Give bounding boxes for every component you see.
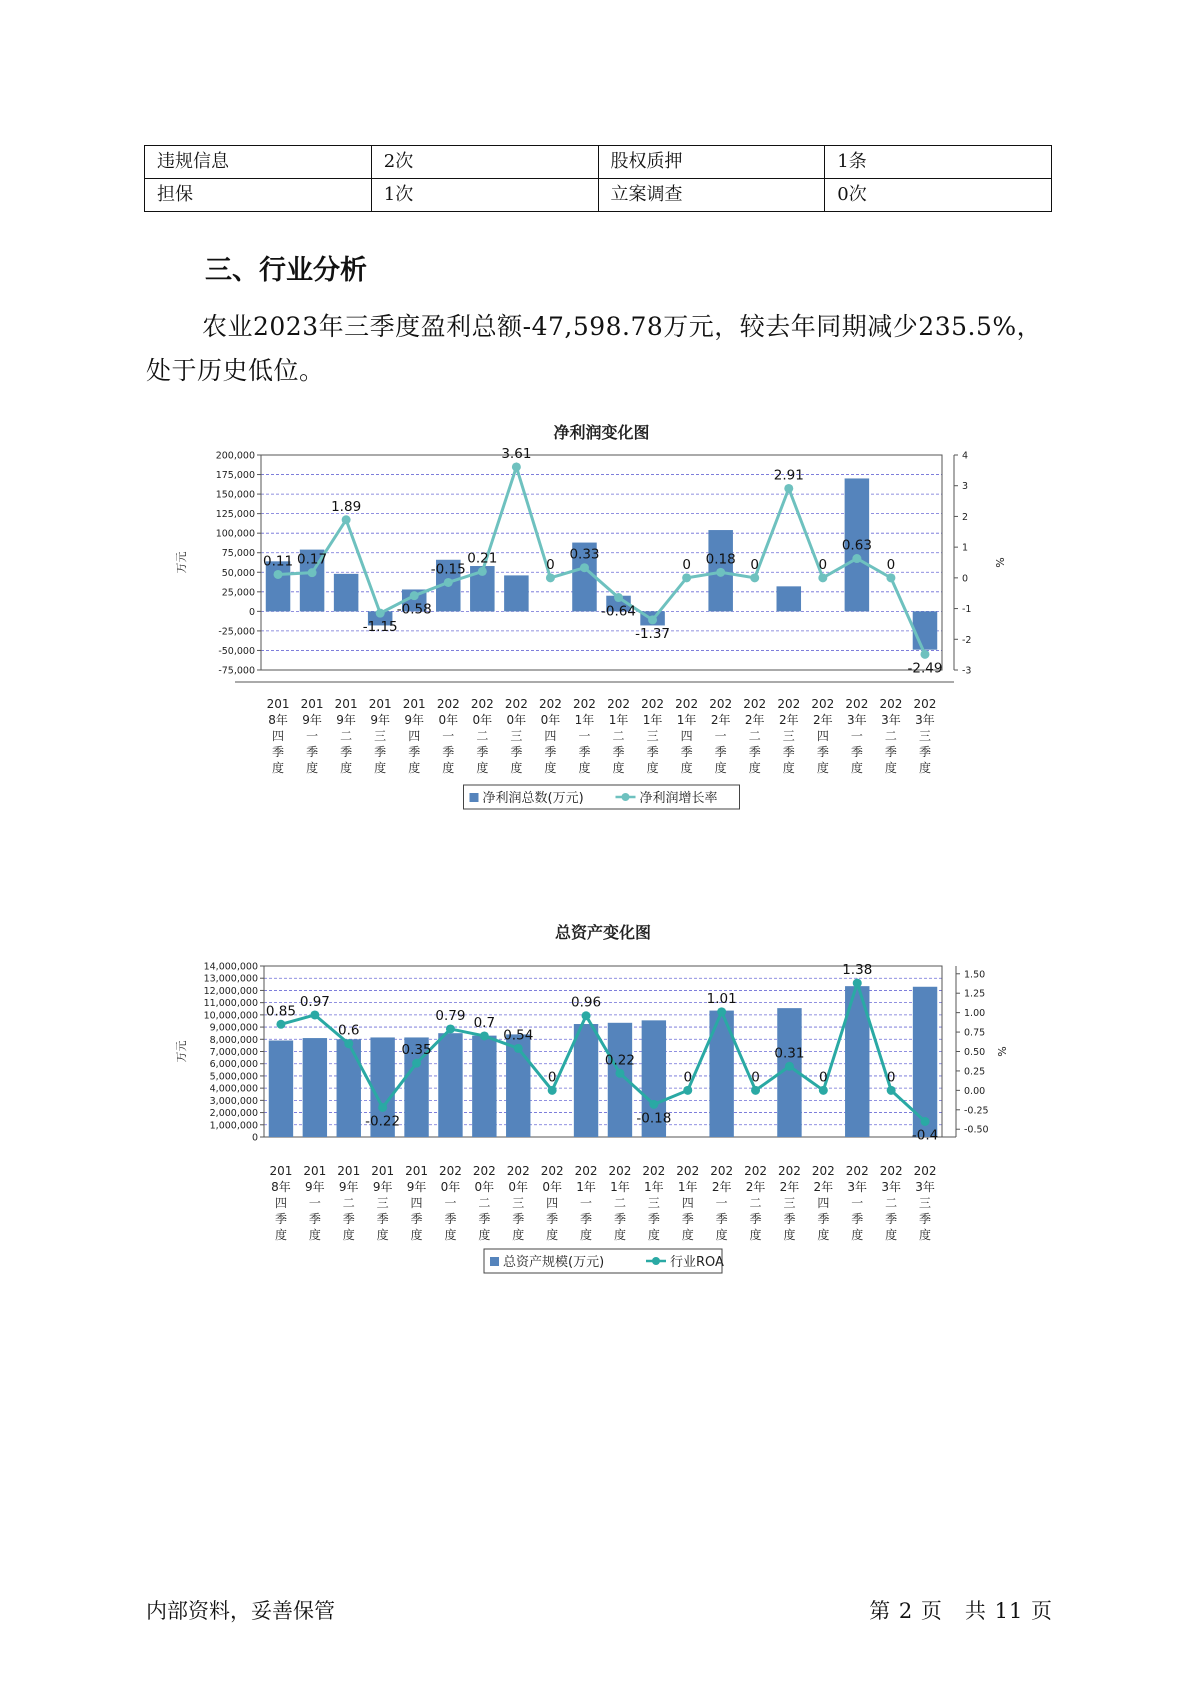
data-label: -0.15 <box>430 561 466 578</box>
line-point <box>920 650 929 659</box>
y2-tick-label: 1.50 <box>964 969 986 981</box>
line-point <box>921 1117 930 1126</box>
y-tick-label: 13,000,000 <box>203 973 258 985</box>
line-point <box>853 979 862 988</box>
bar <box>438 1033 462 1137</box>
x-tick-label: 201 9年三季度 <box>371 1164 395 1242</box>
data-label: 0.97 <box>299 993 330 1010</box>
table-cell: 1次 <box>371 179 598 212</box>
data-label: 0.63 <box>841 537 872 554</box>
y-tick-label: 0 <box>248 606 255 618</box>
y-tick-label: 7,000,000 <box>209 1047 258 1058</box>
data-label: 0.85 <box>265 1003 296 1020</box>
data-label: 0 <box>886 1069 896 1086</box>
y-tick-label: 8,000,000 <box>209 1034 258 1046</box>
line-point <box>614 593 623 602</box>
y-tick-label: 10,000,000 <box>203 1010 258 1022</box>
y2-tick-label: 0.25 <box>964 1066 986 1078</box>
x-tick-label: 201 9年三季度 <box>368 697 392 775</box>
legend-line-marker <box>622 793 630 801</box>
y2-tick-label: -1 <box>962 604 972 616</box>
chart-title: 净利润变化图 <box>553 423 650 442</box>
line-point <box>852 554 861 563</box>
x-tick-label: 202 1年三季度 <box>641 697 665 775</box>
bar <box>574 1024 598 1137</box>
y2-tick-label: 4 <box>962 450 969 462</box>
x-tick-label: 202 2年一季度 <box>709 697 733 775</box>
bar <box>913 611 938 649</box>
table-cell: 股权质押 <box>598 146 825 179</box>
y2-tick-label: 3 <box>962 481 969 493</box>
y-tick-label: 75,000 <box>221 548 255 560</box>
bar <box>269 1041 293 1137</box>
table-cell: 2次 <box>371 146 598 179</box>
line-point <box>682 573 691 582</box>
y2-tick-label: 2 <box>962 511 969 523</box>
x-tick-label: 202 0年一季度 <box>438 1164 462 1242</box>
data-label: 3.61 <box>501 445 532 462</box>
y-tick-label: 3,000,000 <box>209 1095 258 1107</box>
line-point <box>512 462 521 471</box>
legend-line-label: 净利润增长率 <box>639 791 718 806</box>
x-tick-label: 202 2年四季度 <box>811 697 835 775</box>
x-tick-label: 202 3年一季度 <box>845 697 869 775</box>
y2-tick-label: 0.00 <box>964 1085 986 1097</box>
x-tick-label: 202 0年四季度 <box>540 1164 564 1242</box>
y2-tick-label: 0.75 <box>964 1027 986 1039</box>
data-label: -0.18 <box>636 1110 672 1127</box>
data-label: -0.58 <box>396 601 432 618</box>
y-tick-label: 11,000,000 <box>203 998 258 1010</box>
data-label: 0 <box>546 556 555 573</box>
data-label: 0.6 <box>338 1022 360 1039</box>
net-profit-chart <box>170 420 1030 875</box>
data-label: 0 <box>547 1069 557 1086</box>
line-point <box>615 1069 624 1078</box>
x-tick-label: 202 1年四季度 <box>676 1164 700 1242</box>
y2-tick-label: -0.50 <box>964 1124 989 1136</box>
y-tick-label: -50,000 <box>218 645 255 657</box>
x-tick-label: 202 2年二季度 <box>744 1164 768 1242</box>
line-point <box>546 573 555 582</box>
line-point <box>648 615 657 624</box>
y2-axis-label: % <box>995 1046 1008 1057</box>
table-cell: 1条 <box>825 146 1052 179</box>
x-tick-label: 202 3年二季度 <box>879 1164 903 1242</box>
data-label: 0.33 <box>569 546 600 563</box>
legend-bar-label: 净利润总数(万元) <box>482 791 584 806</box>
y-tick-label: -25,000 <box>218 626 255 638</box>
section-title: 三、行业分析 <box>205 255 367 286</box>
x-tick-label: 202 2年三季度 <box>777 697 801 775</box>
data-label: 0.18 <box>705 551 736 568</box>
line-point <box>308 568 317 577</box>
x-tick-label: 201 9年二季度 <box>337 1164 361 1242</box>
line-point <box>444 578 453 587</box>
analysis-paragraph: 农业2023年三季度盈利总额-47,598.78万元，较去年同期减少235.5%，处于历史低位。 <box>146 312 1043 385</box>
data-label: 0.17 <box>297 551 328 568</box>
data-label: 0 <box>751 1069 760 1086</box>
line-point <box>784 484 793 493</box>
line-point <box>887 1086 896 1095</box>
y-tick-label: 50,000 <box>221 567 255 579</box>
legend-line-marker <box>652 1257 660 1265</box>
x-tick-label: 202 2年三季度 <box>777 1164 801 1242</box>
bar <box>777 586 802 611</box>
data-label: -1.15 <box>362 619 398 636</box>
data-label: 0.11 <box>262 553 294 570</box>
x-tick-label: 202 2年二季度 <box>743 697 767 775</box>
x-tick-label: 202 1年一季度 <box>573 697 596 775</box>
bar <box>337 1039 361 1137</box>
line-point <box>750 573 759 582</box>
y-tick-label: 6,000,000 <box>209 1059 258 1071</box>
line-point <box>649 1100 658 1109</box>
data-label: 0.35 <box>401 1042 432 1059</box>
x-tick-label: 202 0年三季度 <box>504 697 528 775</box>
line-point <box>378 1103 387 1112</box>
x-tick-label: 201 9年四季度 <box>405 1164 429 1242</box>
x-tick-label: 201 8年四季度 <box>269 1164 293 1242</box>
line-point <box>580 563 589 572</box>
data-label: 0.22 <box>604 1052 635 1069</box>
data-label: 0 <box>682 556 691 573</box>
x-tick-label: 202 0年四季度 <box>538 697 562 775</box>
line-point <box>751 1086 760 1095</box>
line-point <box>342 515 351 524</box>
y-tick-label: 1,000,000 <box>209 1120 258 1132</box>
table-cell: 0次 <box>825 179 1052 212</box>
bar <box>334 574 359 612</box>
y2-tick-label: -3 <box>962 665 972 677</box>
line-point <box>514 1044 523 1053</box>
line-point <box>310 1010 319 1019</box>
data-label: 0.21 <box>467 550 498 567</box>
data-label: 1.89 <box>331 498 362 515</box>
y2-axis-label: % <box>993 557 1006 568</box>
x-tick-label: 202 3年三季度 <box>913 1164 937 1242</box>
y-tick-label: 125,000 <box>215 509 255 521</box>
y-axis-label: 万元 <box>175 1040 188 1063</box>
line-point <box>412 1059 421 1068</box>
x-tick-label: 202 0年一季度 <box>436 697 460 775</box>
line-point <box>274 570 283 579</box>
y2-tick-label: -2 <box>962 634 972 646</box>
table-row <box>145 146 1052 179</box>
line-point <box>548 1086 557 1095</box>
total-assets-chart <box>170 920 1030 1380</box>
data-label: 0 <box>819 1069 828 1086</box>
y2-tick-label: 0 <box>962 573 969 585</box>
bar <box>472 1036 496 1137</box>
y2-tick-label: -0.25 <box>964 1105 989 1117</box>
data-label: 2.91 <box>773 467 804 484</box>
data-label: -2.49 <box>907 660 943 677</box>
line-point <box>446 1024 455 1033</box>
line-point <box>478 567 487 576</box>
line-point <box>410 591 419 600</box>
x-tick-label: 201 9年二季度 <box>334 697 358 775</box>
line-point <box>819 1086 828 1095</box>
x-tick-label: 201 9年一季度 <box>303 1164 327 1242</box>
line-point <box>480 1031 489 1040</box>
x-tick-label: 202 3年三季度 <box>913 697 937 775</box>
line-point <box>344 1039 353 1048</box>
data-label: -1.37 <box>635 625 671 642</box>
y2-tick-label: 1.25 <box>964 988 986 1000</box>
data-label: 0 <box>683 1069 693 1086</box>
info-table <box>144 145 1052 212</box>
line-point <box>716 568 725 577</box>
y-tick-label: -75,000 <box>218 665 255 677</box>
legend-bar-label: 总资产规模(万元) <box>503 1255 605 1270</box>
x-tick-label: 202 1年二季度 <box>608 1164 632 1242</box>
y-tick-label: 100,000 <box>215 528 255 540</box>
data-label: -0.22 <box>365 1113 401 1130</box>
y-tick-label: 2,000,000 <box>209 1108 258 1120</box>
x-tick-label: 202 1年四季度 <box>675 697 699 775</box>
line-point <box>582 1011 591 1020</box>
x-tick-label: 202 1年一季度 <box>574 1164 598 1242</box>
x-tick-label: 202 0年三季度 <box>506 1164 530 1242</box>
y2-tick-label: 1.00 <box>964 1008 986 1020</box>
bar <box>504 575 529 611</box>
line-point <box>376 609 385 618</box>
line-point <box>818 573 827 582</box>
x-tick-label: 202 3年二季度 <box>879 697 903 775</box>
y-tick-label: 9,000,000 <box>209 1022 258 1034</box>
data-label: 1.38 <box>842 962 873 979</box>
data-label: 0.79 <box>435 1007 466 1024</box>
footer-confidential: 内部资料，妥善保管 <box>146 1599 335 1623</box>
x-tick-label: 202 2年一季度 <box>710 1164 734 1242</box>
legend-bar-swatch <box>490 1257 499 1266</box>
footer-page-number: 第 2 页 共 11 页 <box>869 1599 1053 1623</box>
y-axis-label: 万元 <box>175 551 188 574</box>
line-point <box>683 1086 692 1095</box>
data-label: 0.31 <box>774 1045 805 1062</box>
data-label: 0 <box>750 556 760 573</box>
data-label: 0.96 <box>571 994 602 1011</box>
line-point <box>717 1007 726 1016</box>
x-tick-label: 202 2年四季度 <box>811 1164 835 1242</box>
bar <box>303 1038 327 1137</box>
data-label: 0.54 <box>503 1027 534 1044</box>
data-label: -0.4 <box>911 1127 939 1144</box>
y-tick-label: 0 <box>251 1132 258 1144</box>
y-tick-label: 200,000 <box>215 450 255 462</box>
table-cell: 立案调查 <box>598 179 825 212</box>
line-point <box>886 573 895 582</box>
table-row <box>145 179 1052 212</box>
data-label: 1.01 <box>706 990 737 1007</box>
y-tick-label: 12,000,000 <box>203 985 258 997</box>
data-label: 0.7 <box>473 1014 496 1031</box>
table-cell: 担保 <box>145 179 372 212</box>
x-tick-label: 201 9年一季度 <box>300 697 324 775</box>
y-tick-label: 150,000 <box>215 489 255 501</box>
y2-tick-label: 1 <box>962 542 969 554</box>
y-tick-label: 5,000,000 <box>209 1071 258 1083</box>
x-tick-label: 202 0年二季度 <box>472 1164 496 1242</box>
y-tick-label: 14,000,000 <box>203 961 258 973</box>
y-tick-label: 175,000 <box>215 470 255 482</box>
y2-tick-label: 0.50 <box>964 1047 986 1058</box>
x-tick-label: 201 9年四季度 <box>402 697 426 775</box>
data-label: 0 <box>818 556 828 573</box>
legend-line-label: 行业ROA <box>670 1255 724 1270</box>
data-label: 0 <box>886 556 896 573</box>
x-tick-label: 202 1年三季度 <box>642 1164 666 1242</box>
chart-title: 总资产变化图 <box>554 923 652 942</box>
y-tick-label: 25,000 <box>221 587 255 599</box>
data-label: -0.64 <box>601 603 636 620</box>
x-tick-label: 202 1年二季度 <box>607 697 630 775</box>
table-cell: 违规信息 <box>145 146 372 179</box>
line-point <box>276 1020 285 1029</box>
legend-bar-swatch <box>470 793 479 802</box>
line-point <box>785 1062 794 1071</box>
x-tick-label: 202 0年二季度 <box>470 697 494 775</box>
y-tick-label: 4,000,000 <box>209 1083 258 1095</box>
x-tick-label: 202 3年一季度 <box>845 1164 869 1242</box>
x-tick-label: 201 8年四季度 <box>266 697 290 775</box>
